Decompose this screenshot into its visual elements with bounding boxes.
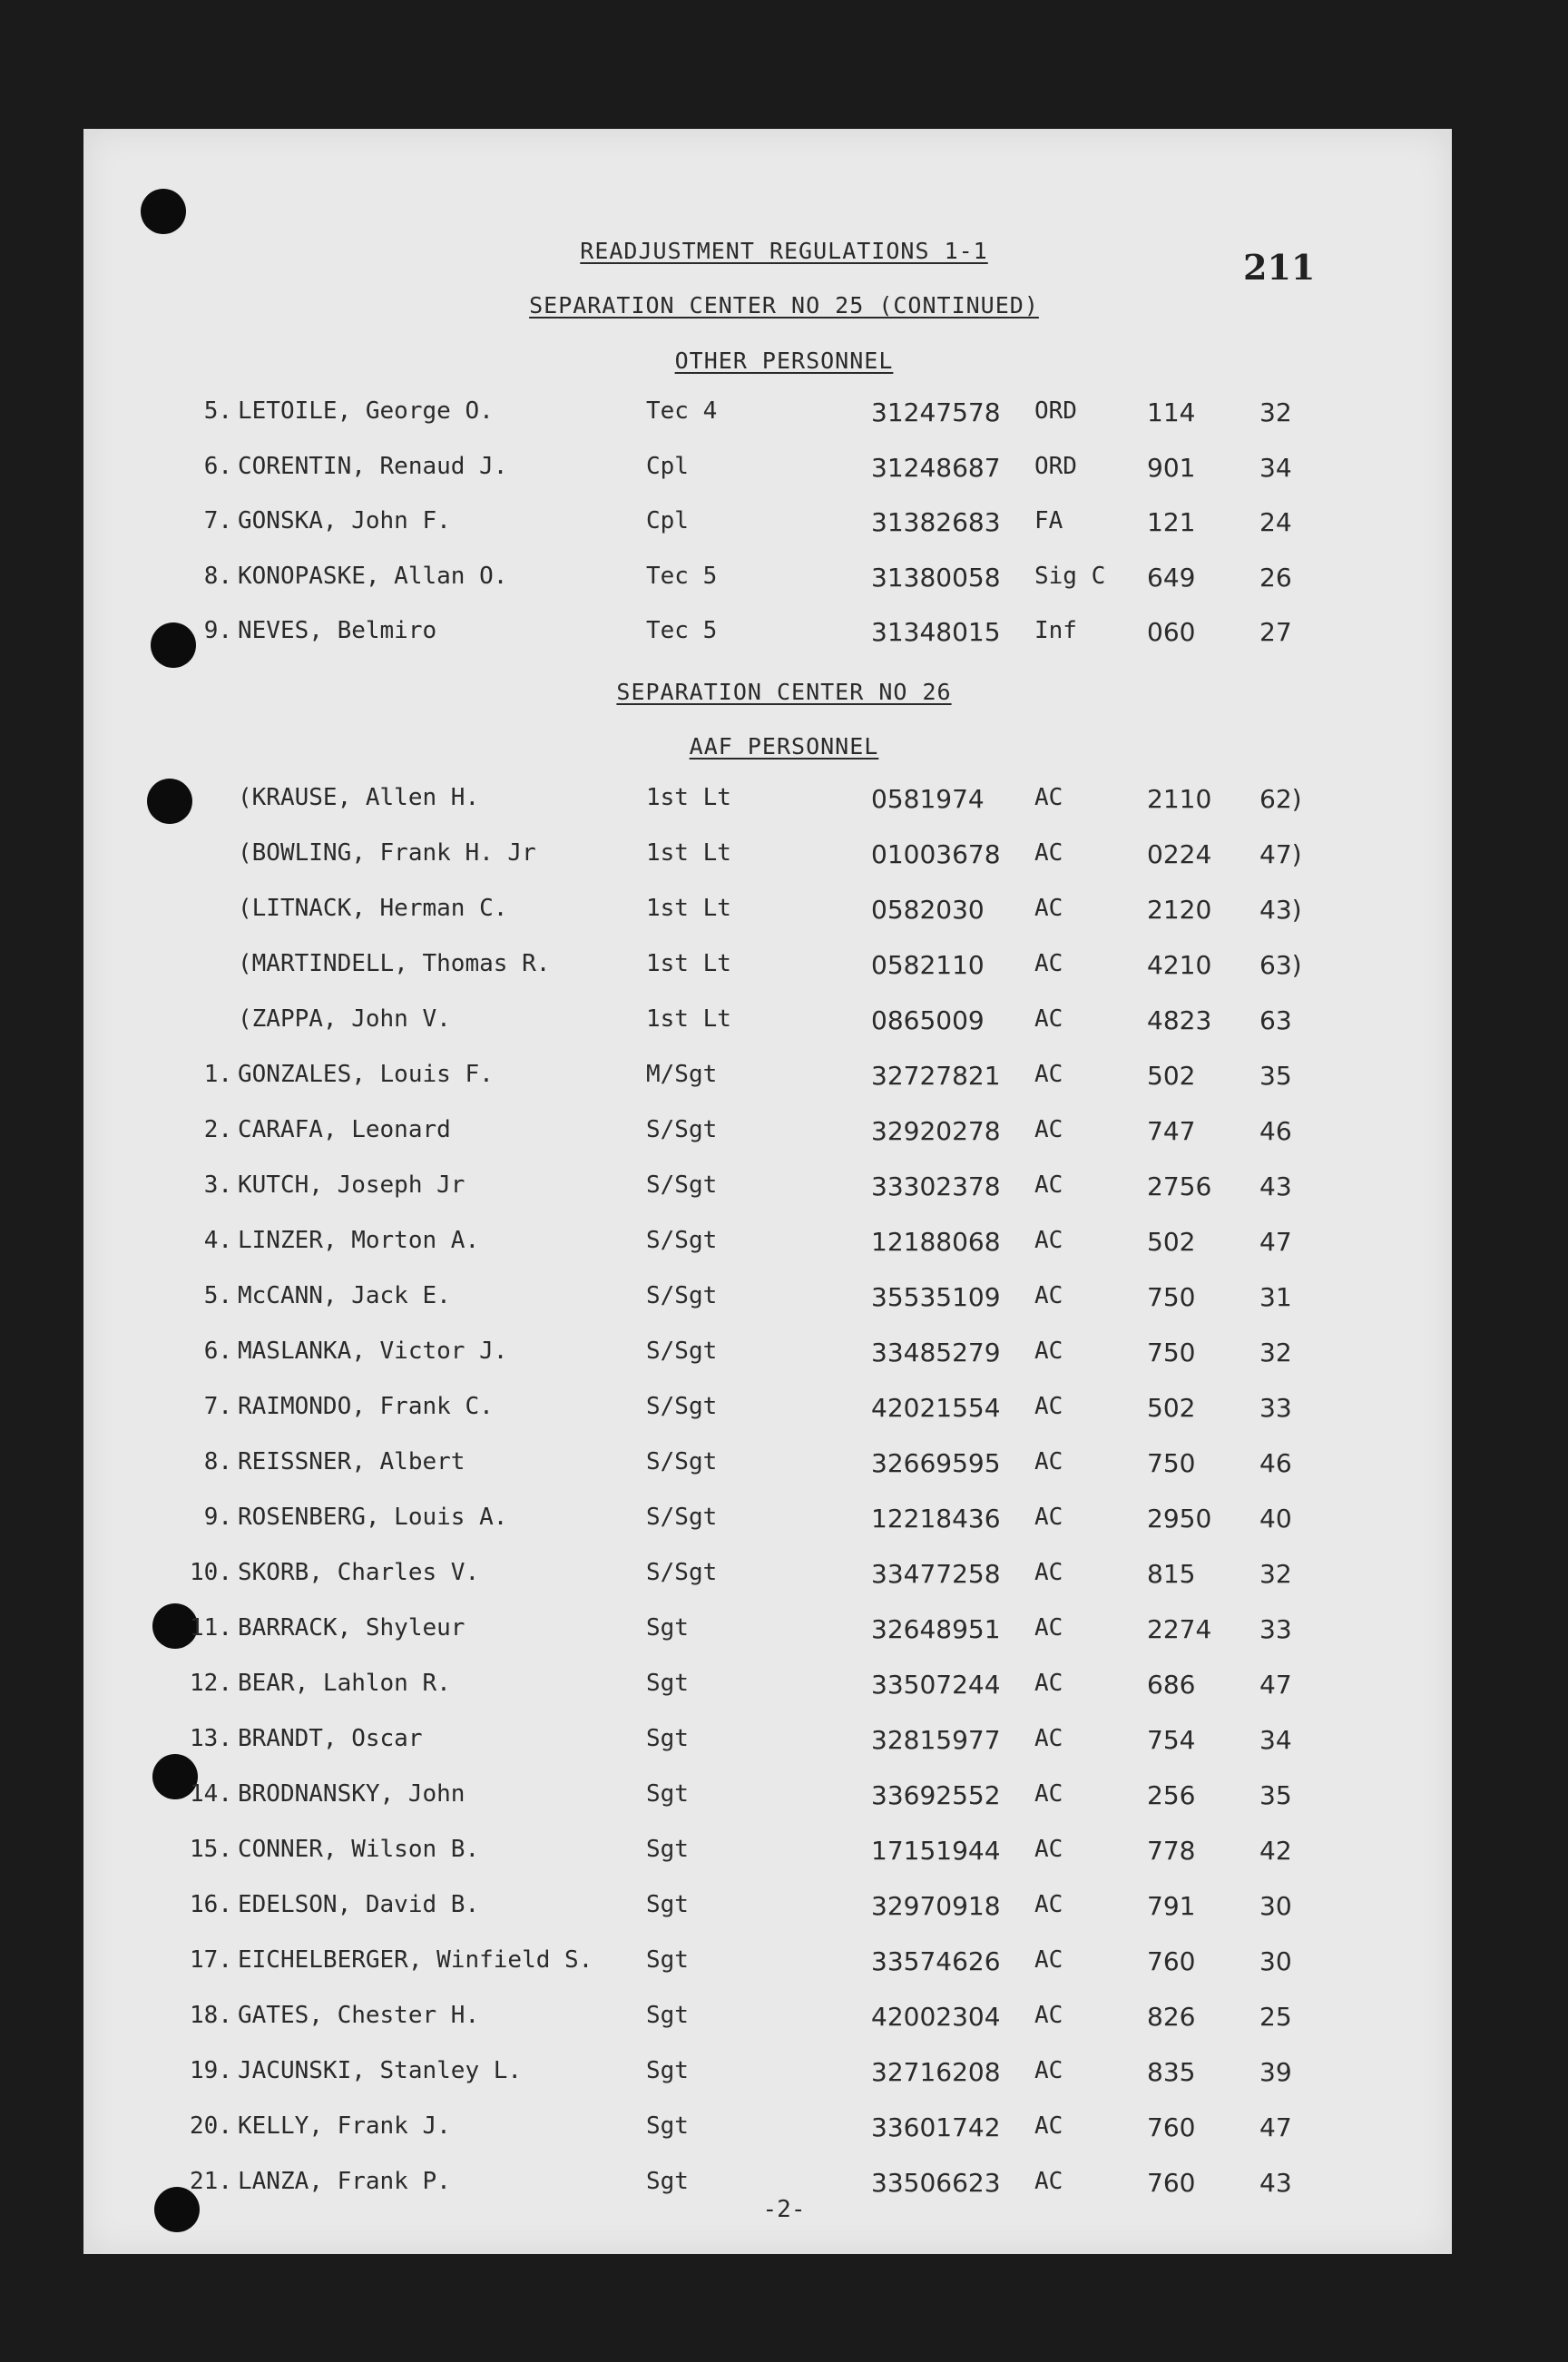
serial-number: 31348015 <box>871 617 1001 647</box>
mos-code: 791 <box>1147 1891 1196 1921</box>
branch: AC <box>1034 1005 1063 1033</box>
branch: Inf <box>1034 617 1077 644</box>
entry-number: 18. <box>190 2002 232 2029</box>
personnel-rank: Sgt <box>646 1946 689 1974</box>
list-item <box>0 1338 1568 1374</box>
serial-number: 31248687 <box>871 452 1001 483</box>
personnel-name: KUTCH, Joseph Jr <box>238 1171 466 1199</box>
list-item <box>0 1393 1568 1429</box>
mos-code: 750 <box>1147 1448 1196 1478</box>
personnel-rank: Sgt <box>646 2168 689 2195</box>
list-item <box>0 895 1568 931</box>
branch: AC <box>1034 1504 1063 1531</box>
personnel-name: (MARTINDELL, Thomas R. <box>238 950 551 977</box>
age: 63) <box>1259 950 1302 980</box>
age: 39 <box>1259 2057 1292 2087</box>
serial-number: 33506623 <box>871 2168 1001 2198</box>
personnel-name: (ZAPPA, John V. <box>238 1005 451 1033</box>
entry-number: 8. <box>203 562 232 590</box>
list-item <box>0 1836 1568 1872</box>
branch: AC <box>1034 1836 1063 1863</box>
age: 63 <box>1259 1005 1292 1035</box>
mos-code: 901 <box>1147 452 1196 483</box>
personnel-rank: S/Sgt <box>646 1448 718 1475</box>
list-item <box>0 950 1568 986</box>
branch: AC <box>1034 1614 1063 1642</box>
mos-code: 649 <box>1147 562 1196 593</box>
personnel-name: KELLY, Frank J. <box>238 2112 451 2140</box>
age: 25 <box>1259 2002 1292 2032</box>
list-item <box>0 1891 1568 1927</box>
mos-code: 2120 <box>1147 895 1212 925</box>
age: 40 <box>1259 1504 1292 1534</box>
personnel-rank: 1st Lt <box>646 950 731 977</box>
mos-code: 826 <box>1147 2002 1196 2032</box>
entry-number: 3. <box>203 1171 232 1199</box>
branch: ORD <box>1034 452 1077 480</box>
branch: AC <box>1034 1448 1063 1475</box>
personnel-rank: S/Sgt <box>646 1116 718 1143</box>
mos-code: 778 <box>1147 1836 1196 1866</box>
subsection-heading-other-personnel: OTHER PERSONNEL <box>674 348 894 374</box>
list-item <box>0 839 1568 876</box>
branch: AC <box>1034 1393 1063 1420</box>
age: 32 <box>1259 397 1292 427</box>
personnel-name: McCANN, Jack E. <box>238 1282 451 1309</box>
entry-number: 5. <box>203 1282 232 1309</box>
personnel-rank: 1st Lt <box>646 839 731 867</box>
personnel-rank: Sgt <box>646 1670 689 1697</box>
entry-number: 2. <box>203 1116 232 1143</box>
entry-number: 15. <box>190 1836 232 1863</box>
mos-code: 760 <box>1147 2168 1196 2198</box>
list-item <box>0 1116 1568 1152</box>
personnel-rank: Sgt <box>646 1614 689 1642</box>
list-item <box>0 617 1568 653</box>
list-item <box>0 453 1568 489</box>
serial-number: 32716208 <box>871 2057 1001 2087</box>
personnel-name: JACUNSKI, Stanley L. <box>238 2057 523 2084</box>
serial-number: 33574626 <box>871 1946 1001 1976</box>
personnel-rank: S/Sgt <box>646 1393 718 1420</box>
list-item <box>0 2002 1568 2038</box>
personnel-name: GATES, Chester H. <box>238 2002 480 2029</box>
serial-number: 31380058 <box>871 562 1001 593</box>
entry-number: 16. <box>190 1891 232 1918</box>
list-item <box>0 397 1568 434</box>
section-heading-center-26: SEPARATION CENTER NO 26 <box>616 679 952 705</box>
personnel-name: LINZER, Morton A. <box>238 1227 480 1254</box>
mos-code: 2274 <box>1147 1614 1212 1644</box>
personnel-name: LETOILE, George O. <box>238 397 494 425</box>
mos-code: 256 <box>1147 1780 1196 1810</box>
personnel-name: NEVES, Belmiro <box>238 617 437 644</box>
personnel-rank: S/Sgt <box>646 1504 718 1531</box>
age: 46 <box>1259 1448 1292 1478</box>
list-item <box>0 1670 1568 1706</box>
mos-code: 060 <box>1147 617 1196 647</box>
serial-number: 12188068 <box>871 1227 1001 1257</box>
list-item <box>0 1282 1568 1318</box>
personnel-rank: Sgt <box>646 2112 689 2140</box>
branch: AC <box>1034 1725 1063 1752</box>
age: 33 <box>1259 1614 1292 1644</box>
age: 46 <box>1259 1116 1292 1146</box>
personnel-name: CARAFA, Leonard <box>238 1116 451 1143</box>
mos-code: 760 <box>1147 2112 1196 2142</box>
personnel-name: (LITNACK, Herman C. <box>238 895 508 922</box>
list-item <box>0 1061 1568 1097</box>
serial-number: 42002304 <box>871 2002 1001 2032</box>
serial-number: 0582030 <box>871 895 985 925</box>
personnel-rank: Sgt <box>646 2057 689 2084</box>
entry-number: 20. <box>190 2112 232 2140</box>
personnel-name: EDELSON, David B. <box>238 1891 480 1918</box>
personnel-rank: 1st Lt <box>646 895 731 922</box>
branch: AC <box>1034 950 1063 977</box>
personnel-name: BRODNANSKY, John <box>238 1780 466 1808</box>
branch: AC <box>1034 1061 1063 1088</box>
age: 31 <box>1259 1282 1292 1312</box>
age: 47 <box>1259 2112 1292 2142</box>
subsection-heading-aaf-personnel: AAF PERSONNEL <box>689 733 879 760</box>
personnel-name: KONOPASKE, Allan O. <box>238 562 508 590</box>
branch: AC <box>1034 2168 1063 2195</box>
branch: AC <box>1034 2112 1063 2140</box>
serial-number: 0581974 <box>871 784 985 814</box>
mos-code: 750 <box>1147 1282 1196 1312</box>
branch: AC <box>1034 1946 1063 1974</box>
personnel-name: LANZA, Frank P. <box>238 2168 451 2195</box>
page-number: 211 <box>1243 247 1316 288</box>
entry-number: 19. <box>190 2057 232 2084</box>
age: 32 <box>1259 1338 1292 1367</box>
age: 43) <box>1259 895 1302 925</box>
entry-number: 7. <box>203 1393 232 1420</box>
mos-code: 4823 <box>1147 1005 1212 1035</box>
serial-number: 35535109 <box>871 1282 1001 1312</box>
personnel-rank: Cpl <box>646 452 689 480</box>
serial-number: 01003678 <box>871 839 1001 869</box>
personnel-rank: Tec 4 <box>646 397 718 425</box>
personnel-rank: 1st Lt <box>646 1005 731 1033</box>
age: 47 <box>1259 1227 1292 1257</box>
list-item <box>0 563 1568 599</box>
personnel-rank: Sgt <box>646 1891 689 1918</box>
personnel-rank: 1st Lt <box>646 784 731 811</box>
entry-number: 9. <box>203 617 232 644</box>
age: 34 <box>1259 452 1292 483</box>
serial-number: 32669595 <box>871 1448 1001 1478</box>
serial-number: 17151944 <box>871 1836 1001 1866</box>
list-item <box>0 1946 1568 1983</box>
personnel-rank: Tec 5 <box>646 562 718 590</box>
mos-code: 121 <box>1147 507 1196 537</box>
personnel-name: MASLANKA, Victor J. <box>238 1338 508 1365</box>
list-item <box>0 1171 1568 1208</box>
personnel-name: SKORB, Charles V. <box>238 1559 480 1586</box>
list-item <box>0 2112 1568 2149</box>
age: 32 <box>1259 1559 1292 1589</box>
personnel-name: GONSKA, John F. <box>238 507 451 534</box>
entry-number: 5. <box>203 397 232 425</box>
branch: AC <box>1034 1670 1063 1697</box>
age: 33 <box>1259 1393 1292 1423</box>
serial-number: 32727821 <box>871 1061 1001 1091</box>
serial-number: 33477258 <box>871 1559 1001 1589</box>
branch: AC <box>1034 839 1063 867</box>
mos-code: 747 <box>1147 1116 1196 1146</box>
serial-number: 33692552 <box>871 1780 1001 1810</box>
branch: AC <box>1034 1891 1063 1918</box>
branch: AC <box>1034 895 1063 922</box>
personnel-name: BARRACK, Shyleur <box>238 1614 466 1642</box>
personnel-name: GONZALES, Louis F. <box>238 1061 494 1088</box>
serial-number: 0582110 <box>871 950 985 980</box>
serial-number: 31247578 <box>871 397 1001 427</box>
entry-number: 14. <box>190 1780 232 1808</box>
age: 47 <box>1259 1670 1292 1700</box>
list-item <box>0 1725 1568 1761</box>
serial-number: 42021554 <box>871 1393 1001 1423</box>
section-heading-center-25: SEPARATION CENTER NO 25 (CONTINUED) <box>529 292 1039 319</box>
serial-number: 33507244 <box>871 1670 1001 1700</box>
list-item <box>0 784 1568 820</box>
mos-code: 502 <box>1147 1061 1196 1091</box>
entry-number: 13. <box>190 1725 232 1752</box>
age: 30 <box>1259 1891 1292 1921</box>
branch: AC <box>1034 1116 1063 1143</box>
serial-number: 12218436 <box>871 1504 1001 1534</box>
personnel-name: BRANDT, Oscar <box>238 1725 423 1752</box>
branch: Sig C <box>1034 562 1106 590</box>
personnel-rank: S/Sgt <box>646 1282 718 1309</box>
serial-number: 33302378 <box>871 1171 1001 1201</box>
personnel-rank: S/Sgt <box>646 1338 718 1365</box>
personnel-rank: Sgt <box>646 1780 689 1808</box>
age: 26 <box>1259 562 1292 593</box>
branch: ORD <box>1034 397 1077 425</box>
personnel-rank: Cpl <box>646 507 689 534</box>
mos-code: 114 <box>1147 397 1196 427</box>
branch: AC <box>1034 1780 1063 1808</box>
personnel-name: ROSENBERG, Louis A. <box>238 1504 508 1531</box>
personnel-name: CORENTIN, Renaud J. <box>238 452 508 480</box>
page-footer: -2- <box>762 2196 806 2223</box>
personnel-rank: Sgt <box>646 1725 689 1752</box>
mos-code: 2950 <box>1147 1504 1212 1534</box>
serial-number: 32920278 <box>871 1116 1001 1146</box>
personnel-name: (KRAUSE, Allen H. <box>238 784 480 811</box>
serial-number: 0865009 <box>871 1005 985 1035</box>
personnel-rank: Sgt <box>646 2002 689 2029</box>
personnel-rank: S/Sgt <box>646 1559 718 1586</box>
entry-number: 1. <box>203 1061 232 1088</box>
personnel-rank: Tec 5 <box>646 617 718 644</box>
mos-code: 686 <box>1147 1670 1196 1700</box>
entry-number: 12. <box>190 1670 232 1697</box>
personnel-rank: S/Sgt <box>646 1227 718 1254</box>
mos-code: 835 <box>1147 2057 1196 2087</box>
branch: AC <box>1034 784 1063 811</box>
personnel-name: (BOWLING, Frank H. Jr <box>238 839 536 867</box>
list-item <box>0 1614 1568 1651</box>
entry-number: 11. <box>190 1614 232 1642</box>
mos-code: 760 <box>1147 1946 1196 1976</box>
list-item <box>0 1780 1568 1817</box>
branch: AC <box>1034 1171 1063 1199</box>
mos-code: 750 <box>1147 1338 1196 1367</box>
list-item <box>0 2057 1568 2093</box>
entry-number: 6. <box>203 452 232 480</box>
age: 42 <box>1259 1836 1292 1866</box>
entry-number: 21. <box>190 2168 232 2195</box>
age: 35 <box>1259 1061 1292 1091</box>
personnel-name: REISSNER, Albert <box>238 1448 466 1475</box>
entry-number: 17. <box>190 1946 232 1974</box>
branch: AC <box>1034 1559 1063 1586</box>
list-item <box>0 1227 1568 1263</box>
mos-code: 2110 <box>1147 784 1212 814</box>
entry-number: 6. <box>203 1338 232 1365</box>
personnel-name: RAIMONDO, Frank C. <box>238 1393 494 1420</box>
mos-code: 502 <box>1147 1227 1196 1257</box>
serial-number: 32648951 <box>871 1614 1001 1644</box>
age: 62) <box>1259 784 1302 814</box>
age: 35 <box>1259 1780 1292 1810</box>
entry-number: 7. <box>203 507 232 534</box>
document-title: READJUSTMENT REGULATIONS 1-1 <box>580 238 988 264</box>
serial-number: 32815977 <box>871 1725 1001 1755</box>
punch-hole <box>141 189 186 234</box>
entry-number: 4. <box>203 1227 232 1254</box>
personnel-name: CONNER, Wilson B. <box>238 1836 480 1863</box>
personnel-rank: M/Sgt <box>646 1061 718 1088</box>
age: 24 <box>1259 507 1292 537</box>
mos-code: 0224 <box>1147 839 1212 869</box>
mos-code: 4210 <box>1147 950 1212 980</box>
list-item <box>0 1559 1568 1595</box>
age: 27 <box>1259 617 1292 647</box>
age: 47) <box>1259 839 1302 869</box>
branch: AC <box>1034 1227 1063 1254</box>
mos-code: 815 <box>1147 1559 1196 1589</box>
personnel-rank: Sgt <box>646 1836 689 1863</box>
entry-number: 8. <box>203 1448 232 1475</box>
branch: AC <box>1034 1338 1063 1365</box>
serial-number: 32970918 <box>871 1891 1001 1921</box>
branch: AC <box>1034 2057 1063 2084</box>
branch: AC <box>1034 1282 1063 1309</box>
serial-number: 33601742 <box>871 2112 1001 2142</box>
list-item <box>0 1448 1568 1485</box>
personnel-name: BEAR, Lahlon R. <box>238 1670 451 1697</box>
mos-code: 2756 <box>1147 1171 1212 1201</box>
age: 43 <box>1259 2168 1292 2198</box>
personnel-rank: S/Sgt <box>646 1171 718 1199</box>
age: 34 <box>1259 1725 1292 1755</box>
entry-number: 10. <box>190 1559 232 1586</box>
entry-number: 9. <box>203 1504 232 1531</box>
list-item <box>0 1005 1568 1042</box>
serial-number: 31382683 <box>871 507 1001 537</box>
list-item <box>0 1504 1568 1540</box>
age: 30 <box>1259 1946 1292 1976</box>
branch: FA <box>1034 507 1063 534</box>
personnel-name: EICHELBERGER, Winfield S. <box>238 1946 593 1974</box>
age: 43 <box>1259 1171 1292 1201</box>
mos-code: 754 <box>1147 1725 1196 1755</box>
serial-number: 33485279 <box>871 1338 1001 1367</box>
list-item <box>0 507 1568 544</box>
branch: AC <box>1034 2002 1063 2029</box>
mos-code: 502 <box>1147 1393 1196 1423</box>
